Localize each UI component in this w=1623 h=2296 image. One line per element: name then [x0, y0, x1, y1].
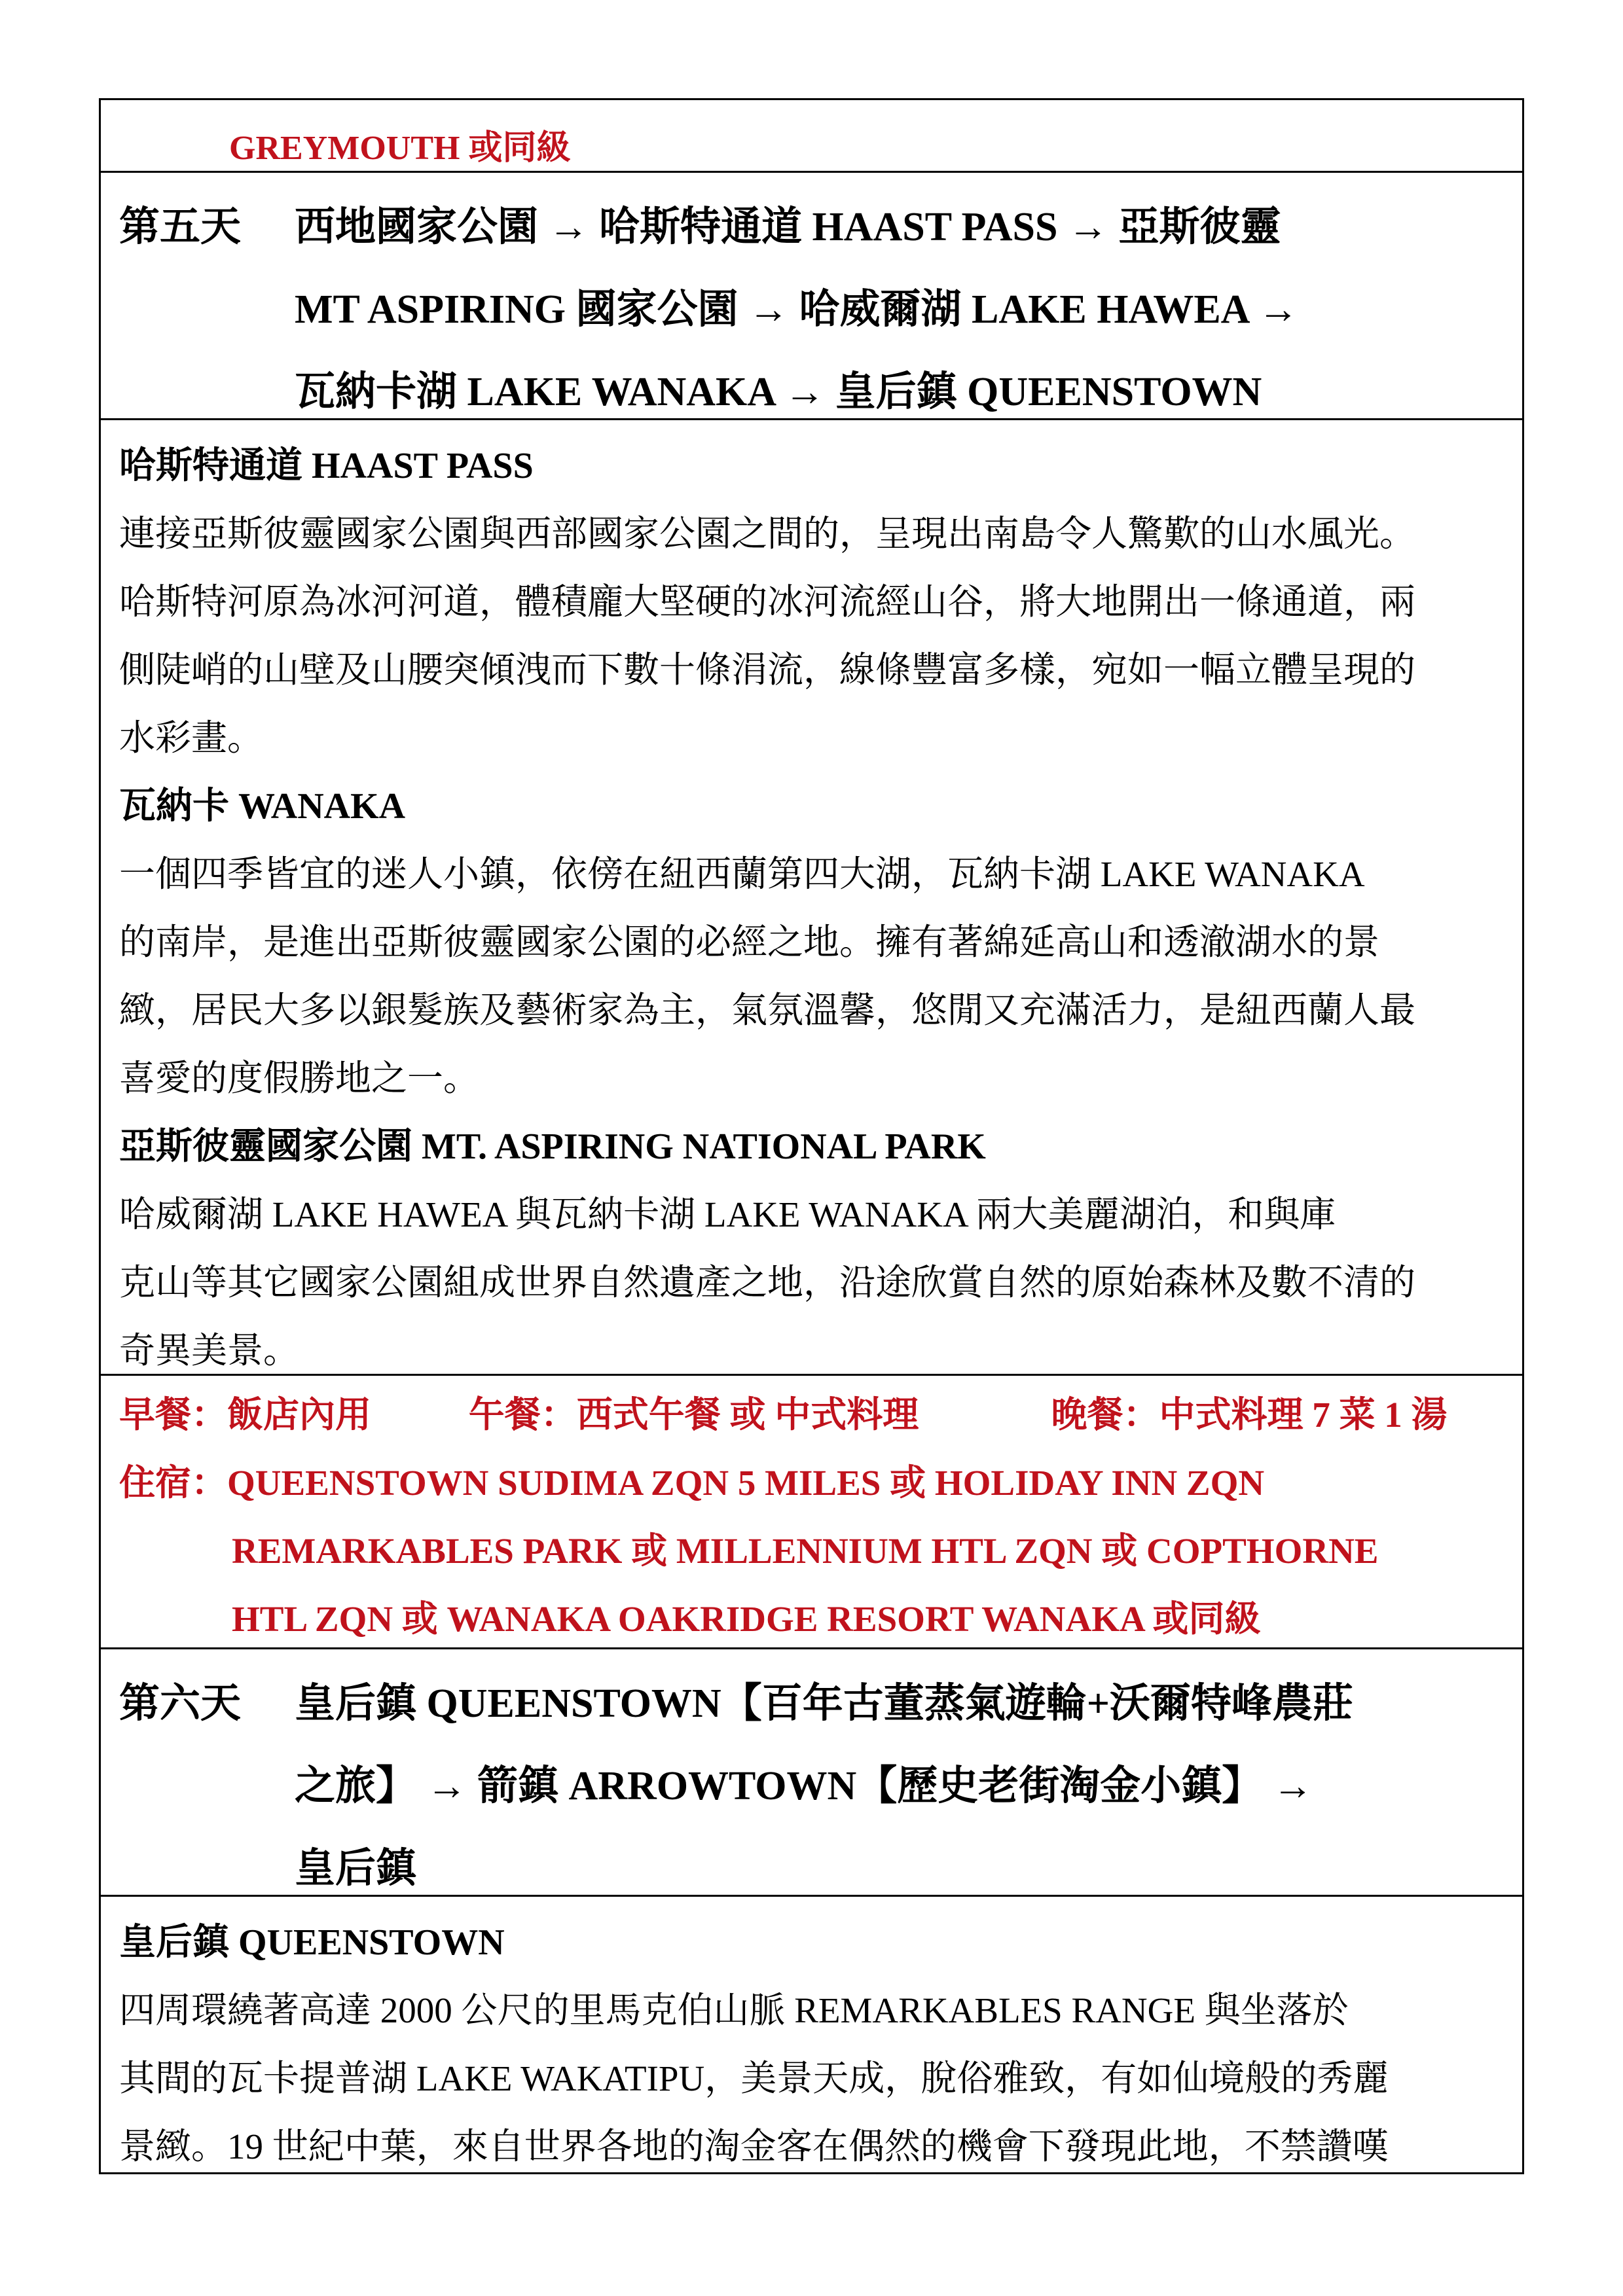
section-paragraph: 四周環繞著高達 2000 公尺的里馬克伯山脈 REMARKABLES RANGE 與坐落於 其間的瓦卡提普湖 LAKE WAKATIPU，美景天成，脫俗雅致，有如仙境般的秀麗 景緻。19 世紀中葉，來自世界各地的淘金客在偶然的機會下發現此地，不禁讚嘆	[119, 1990, 1389, 2166]
breakfast-info: 早餐：飯店內用	[119, 1395, 372, 1435]
section-paragraph: 哈威爾湖 LAKE HAWEA 與瓦納卡湖 LAKE WANAKA 兩大美麗湖泊，和與庫 克山等其它國家公園組成世界自然遺產之地，沿途欣賞自然的原始森林及數不清的 奇異美景。	[119, 1194, 1416, 1371]
hotel-line-2: REMARKABLES PARK 或 MILLENNIUM HTL ZQN 或 COPTHORNE	[232, 1531, 1379, 1571]
day6-route-line-3: 皇后鎮	[295, 1846, 417, 1891]
section-heading: 亞斯彼靈國家公園 MT. ASPIRING NATIONAL PARK	[119, 1126, 986, 1167]
day5-route-line-3: 瓦納卡湖 LAKE WANAKA → 皇后鎮 QUEENSTOWN	[295, 370, 1262, 414]
day5-header	[101, 171, 1522, 418]
hotel-continuation-text: GREYMOUTH 或同級	[229, 130, 571, 167]
hotel-line-3: HTL ZQN 或 WANAKA OAKRIDGE RESORT WANAKA 或同級	[232, 1599, 1261, 1639]
day5-route-line-1: 西地國家公園 → 哈斯特通道 HAAST PASS → 亞斯彼靈	[295, 205, 1281, 249]
section-heading: 瓦納卡 WANAKA	[119, 786, 406, 827]
meals-accommodation	[101, 1374, 1522, 1647]
day6-content	[101, 1895, 1522, 2172]
day5-label: 第五天	[119, 205, 242, 249]
section-heading: 哈斯特通道 HAAST PASS	[119, 446, 534, 486]
itinerary-table	[99, 98, 1524, 2174]
section-paragraph: 一個四季皆宜的迷人小鎮，依傍在紐西蘭第四大湖，瓦納卡湖 LAKE WANAKA 的南岸，是進出亞斯彼靈國家公園的必經之地。擁有著綿延高山和透澈湖水的景 緻，居民大多以銀髮族及藝術家為主，氣氛溫馨，悠閒又充滿活力，是紐西蘭人最 喜愛的度假勝地之一。	[119, 854, 1416, 1098]
section-heading: 皇后鎮 QUEENSTOWN	[119, 1922, 505, 1963]
lunch-info: 午餐：西式午餐 或 中式料理	[468, 1395, 919, 1435]
day5-content	[101, 418, 1522, 1374]
hotel-continuation-row	[101, 100, 1522, 171]
section-paragraph: 連接亞斯彼靈國家公園與西部國家公園之間的，呈現出南島令人驚歎的山水風光。 哈斯特河原為冰河河道，體積龐大堅硬的冰河流經山谷，將大地開出一條通道，兩 側陡峭的山壁及山腰突傾洩而下數十條涓流，線條豐富多樣，宛如一幅立體呈現的 水彩畫。	[119, 514, 1416, 758]
day5-route-line-2: MT ASPIRING 國家公園 → 哈威爾湖 LAKE HAWEA →	[295, 287, 1299, 332]
day6-route-line-2: 之旅】 → 箭鎮 ARROWTOWN【歷史老街淘金小鎮】 →	[295, 1764, 1313, 1808]
dinner-info: 晚餐：中式料理 7 菜 1 湯	[1051, 1395, 1448, 1435]
day6-label: 第六天	[119, 1681, 242, 1726]
day6-route-line-1: 皇后鎮 QUEENSTOWN【百年古董蒸氣遊輪+沃爾特峰農莊	[295, 1681, 1354, 1726]
hotel-line-1: 住宿：QUEENSTOWN SUDIMA ZQN 5 MILES 或 HOLIDAY INN ZQN	[119, 1463, 1265, 1503]
day6-header	[101, 1647, 1522, 1895]
